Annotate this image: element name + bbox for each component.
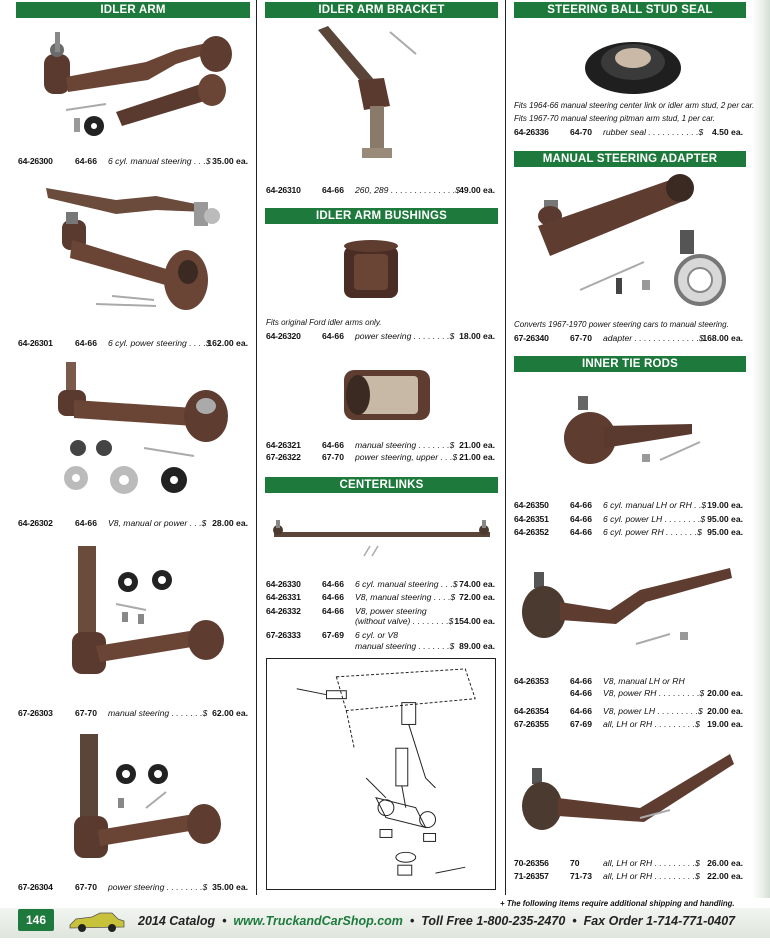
price: 19.00 ea. [707, 500, 743, 510]
description: 6 cyl. or V8 [355, 630, 398, 640]
ball-stud-seal-image [578, 28, 688, 98]
page-footer [0, 906, 770, 950]
year-range: 67-70 [75, 882, 97, 892]
year-range: 64-66 [322, 606, 344, 616]
description: 260, 289 . . . . . . . . . . . . . .$ [355, 185, 461, 195]
description: manual steering . . . . . . .$ [355, 641, 455, 651]
shipping-footnote: + The following items require additional shipping and handling. [500, 899, 735, 908]
year-range: 64-66 [570, 706, 592, 716]
part-number: 64-26330 [266, 579, 301, 589]
idler-arm-6cyl-power-image [36, 176, 236, 326]
toll-free-number: 1-800-235-2470 [476, 914, 566, 928]
footer-contact-line [138, 914, 735, 928]
part-number: 67-26303 [18, 708, 53, 718]
year-range: 64-70 [570, 127, 592, 137]
description: 6 cyl. power RH . . . . . . .$ [603, 527, 702, 537]
description: adapter . . . . . . . . . . . . . .$ [603, 333, 704, 343]
part-number: 64-26301 [18, 338, 53, 348]
idler-arm-bracket-image [306, 22, 446, 172]
separator: • [572, 914, 577, 928]
price: 22.00 ea. [707, 871, 743, 881]
price: 49.00 ea. [459, 185, 495, 195]
year-range: 67-70 [322, 452, 344, 462]
price: 19.00 ea. [707, 719, 743, 729]
page-edge-shading [752, 0, 770, 898]
idler-arm-67-manual-image [66, 542, 236, 694]
year-range: 64-66 [75, 518, 97, 528]
description: all, LH or RH . . . . . . . . .$ [603, 871, 700, 881]
price: 162.00 ea. [207, 338, 248, 348]
price: 21.00 ea. [459, 452, 495, 462]
year-range: 67-70 [75, 708, 97, 718]
price: 26.00 ea. [707, 858, 743, 868]
description: V8, power LH . . . . . . . . .$ [603, 706, 703, 716]
page-number: 146 [18, 909, 54, 931]
section-header-manual-steering-adapter: MANUAL STEERING ADAPTER [514, 151, 746, 167]
price: 4.50 ea. [711, 127, 743, 137]
ball-stud-seal-note-2: Fits 1967-70 manual steering pitman arm stud, 1 per car. [514, 114, 716, 123]
year-range: 64-66 [322, 592, 344, 602]
part-number: 64-26351 [514, 514, 549, 524]
description: V8, manual steering . . . .$ [355, 592, 456, 602]
idler-arm-v8-image [44, 356, 234, 504]
description: V8, manual LH or RH [603, 676, 685, 686]
adapter-note: Converts 1967-1970 power steering cars to manual steering. [514, 320, 729, 329]
price: 21.00 ea. [459, 440, 495, 450]
description: all, LH or RH . . . . . . . . .$ [603, 858, 700, 868]
part-number: 64-26310 [266, 185, 301, 195]
separator: • [222, 914, 227, 928]
price: 28.00 ea. [212, 518, 248, 528]
part-number: 64-26352 [514, 527, 549, 537]
section-header-inner-tie-rods: INNER TIE RODS [514, 356, 746, 372]
description: manual steering . . . . . . .$ [108, 708, 208, 718]
description: manual steering . . . . . . .$ [355, 440, 455, 450]
section-header-idler-arm-bushings: IDLER ARM BUSHINGS [265, 208, 498, 224]
description: power steering, upper . . .$ [355, 452, 458, 462]
centerlink-image [268, 512, 496, 562]
price: 95.00 ea. [707, 514, 743, 524]
description: 6 cyl. manual steering . . .$ [355, 579, 458, 589]
part-number: 67-26333 [266, 630, 301, 640]
part-number: 64-26321 [266, 440, 301, 450]
separator: • [409, 914, 415, 928]
bushing-power-image [336, 236, 406, 308]
description: 6 cyl. manual steering . . .$ [108, 156, 211, 166]
year-range: 67-69 [322, 630, 344, 640]
part-number: 67-26304 [18, 882, 53, 892]
year-range: 64-66 [322, 331, 344, 341]
year-range: 64-66 [570, 676, 592, 686]
part-number: 64-26302 [18, 518, 53, 528]
description: all, LH or RH . . . . . . . . .$ [603, 719, 700, 729]
description: rubber seal . . . . . . . . . . .$ [603, 127, 704, 137]
description: V8, power RH . . . . . . . . .$ [603, 688, 705, 698]
part-number: 67-26355 [514, 719, 549, 729]
year-range: 64-66 [75, 156, 97, 166]
website-link[interactable]: www.TruckandCarShop.com [233, 914, 403, 928]
year-range: 64-66 [570, 688, 592, 698]
inner-tie-rod-6cyl-image [560, 390, 710, 476]
description: 6 cyl. power steering . . . .$ [108, 338, 211, 348]
part-number: 64-26354 [514, 706, 549, 716]
year-range: 64-66 [570, 527, 592, 537]
year-range: 64-66 [322, 440, 344, 450]
year-range: 64-66 [322, 579, 344, 589]
bushing-manual-image [336, 362, 436, 428]
part-number: 70-26356 [514, 858, 549, 868]
toll-free-label: Toll Free [421, 914, 473, 928]
description: 6 cyl. power LH . . . . . . . .$ [603, 514, 706, 524]
description: V8, power steering [355, 606, 427, 616]
steering-linkage-diagram [266, 658, 496, 890]
inner-tie-rod-70-73-image [520, 748, 746, 844]
price: 95.00 ea. [707, 527, 743, 537]
price: 154.00 ea. [454, 616, 495, 626]
part-number: 64-26320 [266, 331, 301, 341]
bushings-note: Fits original Ford idler arms only. [266, 318, 382, 327]
price: 72.00 ea. [459, 592, 495, 602]
column-divider [256, 0, 257, 895]
year-range: 70 [570, 858, 580, 868]
idler-arm-67-power-image [66, 730, 236, 870]
price: 74.00 ea. [459, 579, 495, 589]
description: (without valve) . . . . . . . .$ [355, 616, 454, 626]
section-header-centerlinks: CENTERLINKS [265, 477, 498, 493]
price: 20.00 ea. [707, 688, 743, 698]
description: power steering . . . . . . . .$ [108, 882, 208, 892]
year-range: 64-66 [570, 514, 592, 524]
price: 89.00 ea. [459, 641, 495, 651]
description: V8, manual or power . . .$ [108, 518, 207, 528]
part-number: 71-26357 [514, 871, 549, 881]
part-number: 64-26336 [514, 127, 549, 137]
year-range: 67-69 [570, 719, 592, 729]
inner-tie-rod-v8-image [520, 560, 746, 660]
part-number: 64-26300 [18, 156, 53, 166]
part-number: 64-26331 [266, 592, 301, 602]
year-range: 71-73 [570, 871, 592, 881]
description: power steering . . . . . . . .$ [355, 331, 455, 341]
price: 35.00 ea. [212, 156, 248, 166]
part-number: 67-26322 [266, 452, 301, 462]
year-range: 64-66 [322, 185, 344, 195]
part-number: 64-26332 [266, 606, 301, 616]
part-number: 64-26353 [514, 676, 549, 686]
year-range: 64-66 [570, 500, 592, 510]
price: 62.00 ea. [212, 708, 248, 718]
description: 6 cyl. manual LH or RH . .$ [603, 500, 707, 510]
price: 18.00 ea. [459, 331, 495, 341]
manual-steering-adapter-image [520, 170, 746, 310]
section-header-idler-arm-bracket: IDLER ARM BRACKET [265, 2, 498, 18]
part-number: 64-26350 [514, 500, 549, 510]
year-range: 67-70 [570, 333, 592, 343]
price: 168.00 ea. [702, 333, 743, 343]
column-divider [505, 0, 506, 895]
catalog-label: 2014 Catalog [138, 914, 216, 928]
truck-logo-icon [66, 911, 128, 933]
part-number: 67-26340 [514, 333, 549, 343]
year-range: 64-66 [75, 338, 97, 348]
fax-label: Fax Order [583, 914, 643, 928]
section-header-idler-arm: IDLER ARM [16, 2, 250, 18]
fax-number: 1-714-771-0407 [646, 914, 736, 928]
price: 35.00 ea. [212, 882, 248, 892]
idler-arm-6cyl-manual-image [36, 22, 236, 142]
section-header-steering-ball-stud-seal: STEERING BALL STUD SEAL [514, 2, 746, 18]
price: 20.00 ea. [707, 706, 743, 716]
ball-stud-seal-note-1: Fits 1964-66 manual steering center link or idler arm stud, 2 per car. [514, 101, 755, 110]
